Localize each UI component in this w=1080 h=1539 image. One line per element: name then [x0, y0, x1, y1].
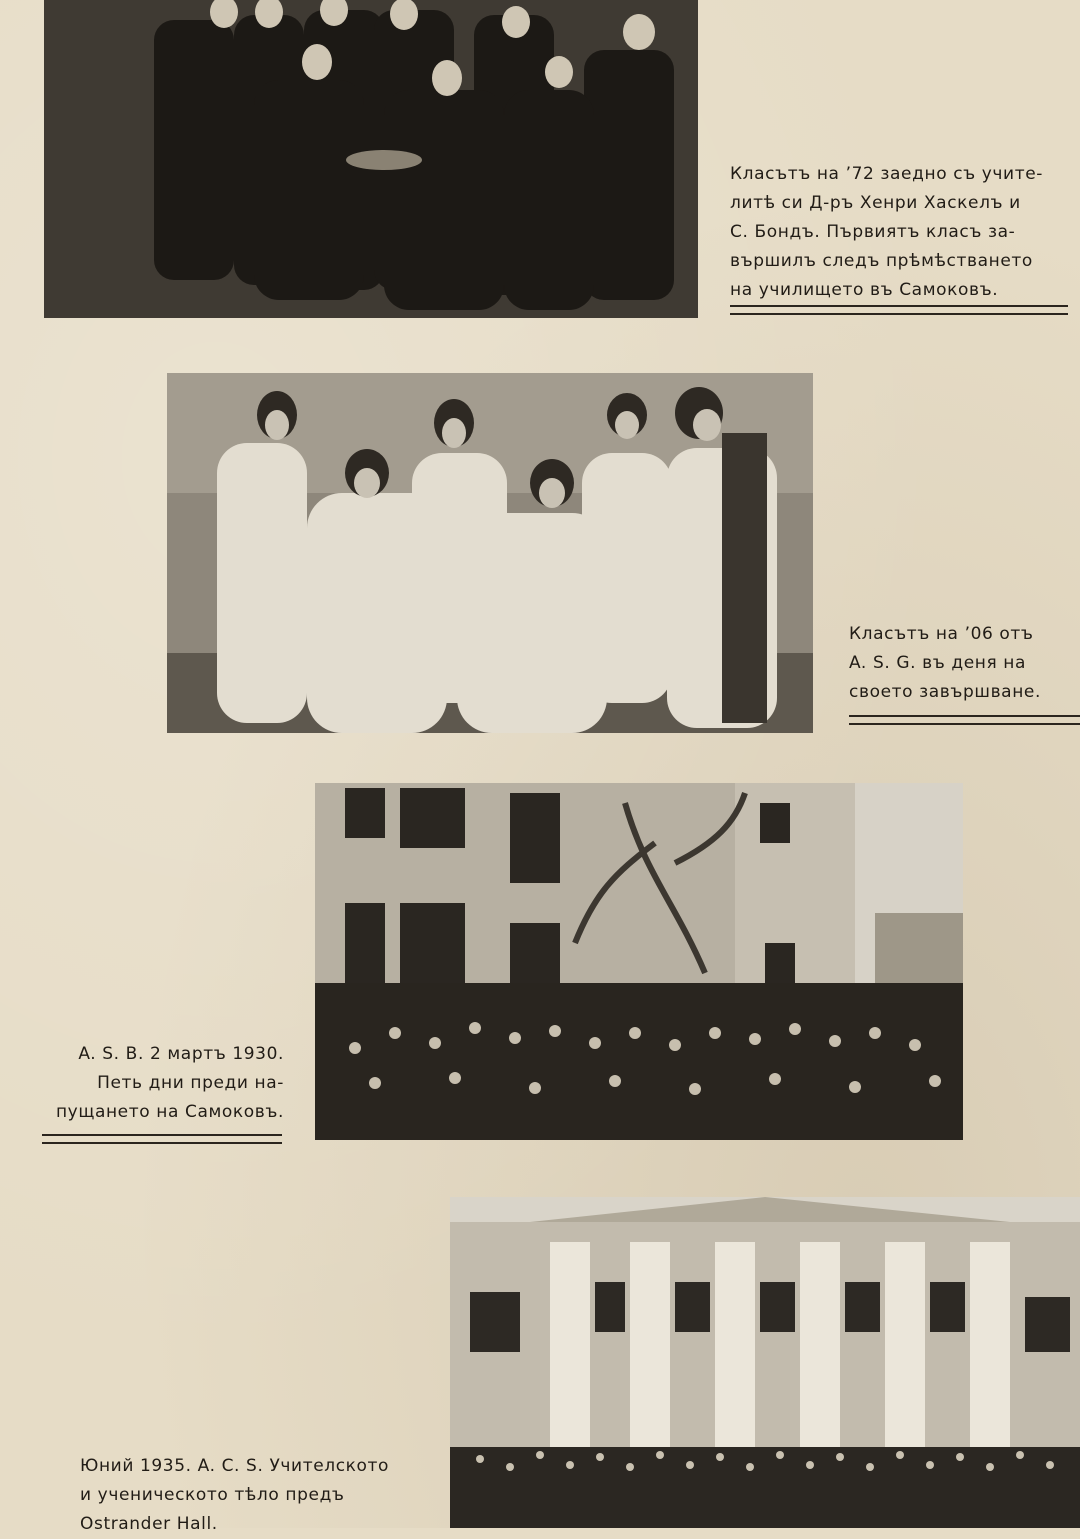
class-1906-photo [167, 373, 813, 733]
divider-rule [42, 1134, 282, 1144]
class-1872-caption [730, 160, 1043, 305]
caption-line: литѣ си Д-ръ Хенри Хаскелъ и [730, 193, 1021, 213]
caption-line: Петь дни преди на- [97, 1073, 284, 1093]
divider-rule [730, 305, 1068, 315]
caption-line: и ученическото тѣло предъ [80, 1485, 345, 1505]
class-1872-photo [44, 0, 698, 318]
divider-rule [849, 715, 1080, 725]
caption-line: вършилъ следъ прѣмѣстването [730, 251, 1033, 271]
caption-line: своето завършване. [849, 682, 1041, 702]
caption-line: Класътъ на ’72 заедно съ учите- [730, 164, 1044, 184]
asb-1930-caption [0, 1040, 284, 1127]
caption-line: С. Бондъ. Първиятъ класъ за- [730, 222, 1016, 242]
acs-1935-photo [450, 1197, 1080, 1528]
caption-line: A. S. B. 2 мартъ 1930. [78, 1044, 284, 1064]
caption-line: на училището въ Самоковъ. [730, 280, 999, 300]
caption-line: A. S. G. въ деня на [849, 653, 1027, 673]
class-1906-caption [849, 620, 1041, 707]
caption-line: Ostrander Hall. [80, 1514, 218, 1534]
caption-line: Юний 1935. A. C. S. Учителското [80, 1456, 390, 1476]
asb-1930-photo [315, 783, 963, 1140]
caption-line: Класътъ на ’06 отъ [849, 624, 1034, 644]
caption-line: пущането на Самоковъ. [55, 1102, 284, 1122]
acs-1935-caption [80, 1452, 389, 1539]
